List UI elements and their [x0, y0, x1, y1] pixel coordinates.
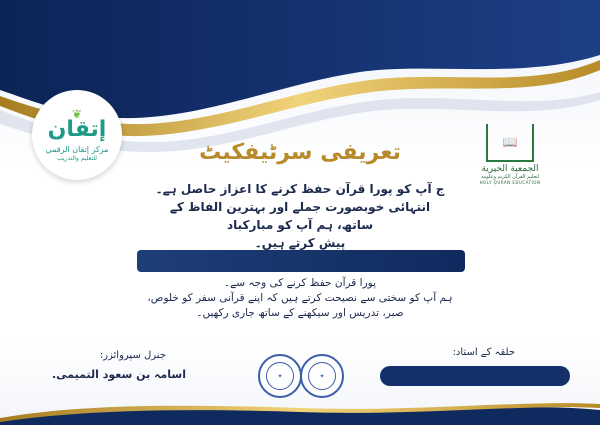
stamp-seal-right	[300, 354, 344, 398]
supervisor-label: جنرل سپروائزر:	[99, 350, 166, 361]
supervisor-name: اسامہ بن سعود التميمی.	[52, 368, 186, 381]
logo-brand-text: إتقان	[47, 116, 107, 142]
certificate-title: تعریفی سرٹیفکیٹ	[199, 140, 401, 165]
open-book-icon: 📖	[502, 135, 518, 149]
seal-icon: ✦	[266, 362, 294, 390]
book-emblem-icon	[486, 124, 534, 162]
logo-subtitle-2: للتعليم والتدريب	[56, 154, 98, 162]
org-subtitle: لتعليم القرآن الكريم وعلومه	[480, 174, 540, 180]
itqan-logo	[32, 90, 122, 180]
org-english-name: HOLY QURAN EDUCATION	[479, 180, 541, 185]
body-paragraph	[115, 276, 485, 321]
intro-line: انتہائی خوبصورت جملے اور بہترین الفاظ کے ساتھ، ہم آپ کو مبارکباد	[169, 200, 431, 232]
quran-society-logo	[462, 124, 558, 194]
stamp-seal-left	[258, 354, 302, 398]
org-name: الجمعية الخيرية	[481, 164, 539, 174]
intro-paragraph	[150, 180, 450, 252]
body-line: پورا قرآن حفظ کرنے کی وجہ سے۔	[223, 277, 376, 289]
seal-icon: ✦	[308, 362, 336, 390]
halqa-teacher-label: حلقہ کے استاد:	[452, 347, 515, 358]
leaf-icon: ❦	[71, 106, 83, 121]
intro-line: ج آپ کو پورا قرآن حفظ کرنے کا اعزاز حاصل ہے۔	[155, 182, 445, 196]
recipient-name-field[interactable]	[137, 250, 465, 272]
logo-subtitle: مركز إتقان الرقمي	[45, 144, 109, 154]
body-line: ہم آپ کو سختی سے نصیحت کرتے ہیں کہ اپنے قرآنی سفر کو خلوص،	[147, 292, 453, 304]
intro-line: پیش کرتے ہیں۔	[254, 236, 346, 250]
halqa-teacher-field[interactable]	[380, 366, 570, 386]
body-line: صبر، تدریس اور سیکھنے کے ساتھ جاری رکھیں۔	[196, 307, 404, 319]
